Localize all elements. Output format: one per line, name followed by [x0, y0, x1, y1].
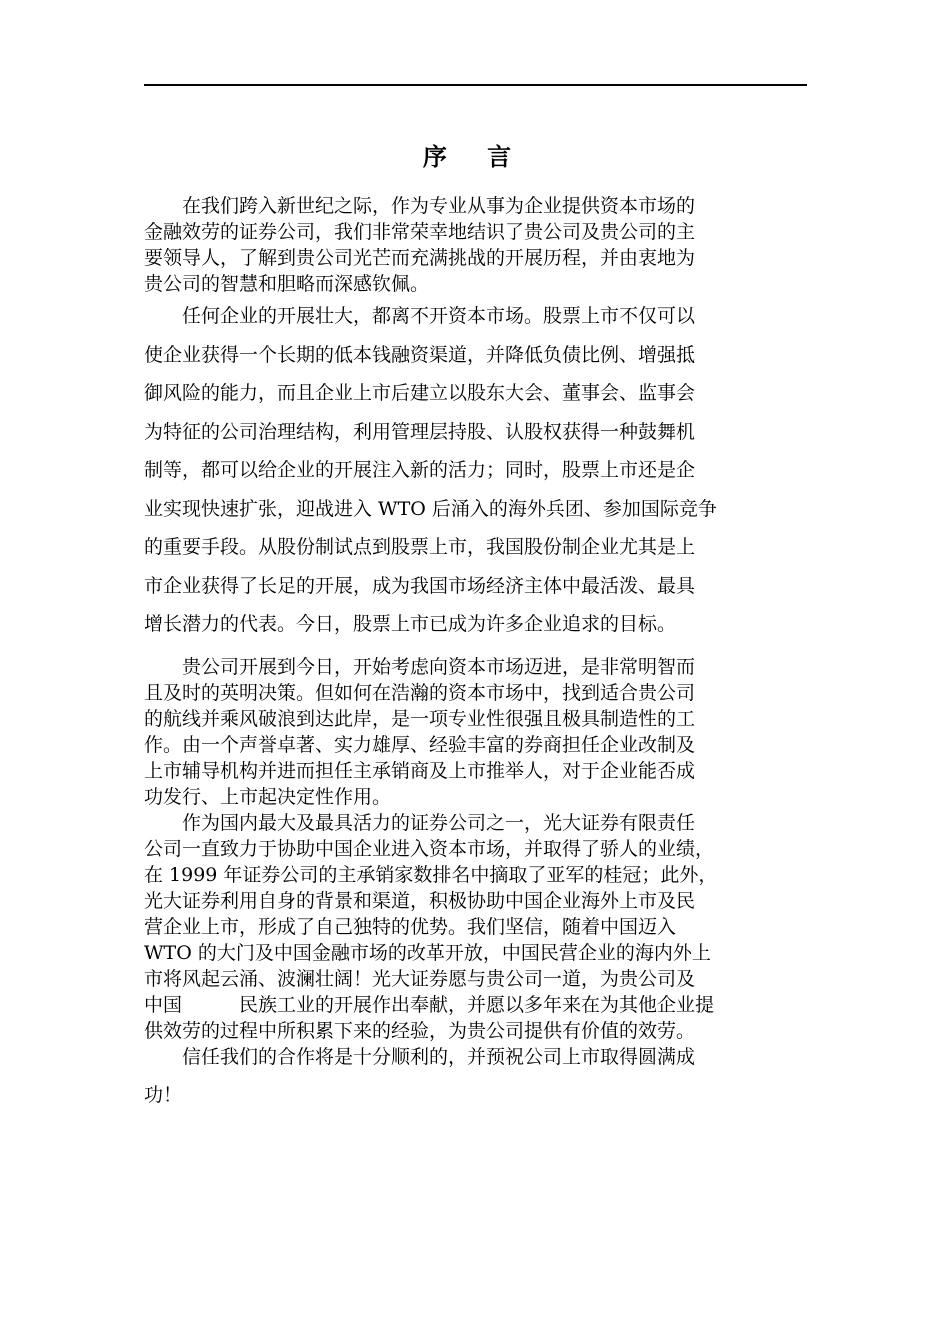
paragraph-line: 使企业获得一个长期的低本钱融资渠道，并降低负债比例、增强抵 [144, 343, 696, 366]
paragraph-line: 任何企业的开展壮大，都离不开资本市场。股票上市不仅可以 [182, 305, 696, 327]
paragraph-line: 在 1999 年证券公司的主承销家数排名中摘取了亚军的桂冠；此外， [144, 863, 718, 886]
paragraph [144, 193, 824, 297]
paragraph-line: 制等，都可以给企业的开展注入新的活力；同时，股票上市还是企 [144, 459, 696, 481]
paragraph-line: 营企业上市，形成了自己独特的优势。我们坚信，随着中国迈入 [144, 915, 677, 938]
paragraph-line: 作为国内最大及最具活力的证券公司之一，光大证券有限责任 [182, 811, 696, 834]
document-body [144, 193, 824, 1120]
paragraph-line: 的航线并乘风破浪到达此岸，是一项专业性很强且极具制造性的工 [144, 707, 696, 730]
paragraph-line: 市企业获得了长足的开展，成为我国市场经济主体中最活泼、最具 [144, 574, 696, 597]
paragraph [144, 297, 824, 644]
paragraph-line: 为特征的公司治理结构，利用管理层持股、认股权获得一种鼓舞机 [144, 420, 696, 443]
paragraph-line: 市将风起云涌、波澜壮阔！光大证券愿与贵公司一道，为贵公司及 [144, 967, 696, 990]
paragraph-line: 御风险的能力，而且企业上市后建立以股东大会、董事会、监事会 [144, 382, 696, 404]
paragraph-line: 中国 民族工业的开展作出奉献，并愿以多年来在为其他企业提 [144, 993, 715, 1016]
paragraph-line: 作。由一个声誉卓著、实力雄厚、经验丰富的券商担任企业改制及 [144, 733, 696, 756]
paragraph-line: 金融效劳的证券公司，我们非常荣幸地结识了贵公司及贵公司的主 [144, 221, 696, 243]
paragraph-line: WTO 的大门及中国金融市场的改革开放，中国民营企业的海内外上 [144, 941, 711, 964]
paragraph-line: 增长潜力的代表。今日，股票上市已成为许多企业追求的目标。 [144, 613, 677, 635]
paragraph-line: 贵公司开展到今日，开始考虑向资本市场迈进，是非常明智而 [182, 655, 696, 678]
header-rule [144, 84, 807, 86]
paragraph-line: 在我们跨入新世纪之际，作为专业从事为企业提供资本市场的 [182, 195, 696, 217]
paragraph-line: 要领导人，了解到贵公司光芒而充满挑战的开展历程，并由衷地为 [144, 247, 696, 269]
paragraph-line: 供效劳的过程中所积累下来的经验，为贵公司提供有价值的效劳。 [144, 1019, 696, 1042]
paragraph-line: 贵公司的智慧和胆略而深感钦佩。 [144, 273, 430, 295]
paragraph-line: 功发行、上市起决定性作用。 [144, 785, 392, 808]
paragraph-line: 业实现快速扩张，迎战进入 WTO 后涌入的海外兵团、参加国际竞争 [144, 497, 717, 520]
paragraph-line: 信任我们的合作将是十分顺利的，并预祝公司上市取得圆满成 [182, 1045, 696, 1068]
paragraph-line: 且及时的英明决策。但如何在浩瀚的资本市场中，找到适合贵公司 [144, 681, 696, 704]
paragraph-line: 公司一直致力于协助中国企业进入资本市场，并取得了骄人的业绩， [144, 837, 715, 860]
paragraph-line: 光大证券利用自身的背景和渠道，积极协助中国企业海外上市及民 [144, 889, 696, 912]
paragraph [144, 654, 824, 810]
paragraph-line: 功！ [144, 1083, 183, 1106]
paragraph-line: 的重要手段。从股份制试点到股票上市，我国股份制企业尤其是上 [144, 536, 696, 558]
paragraph-line: 上市辅导机构并进而担任主承销商及上市推举人，对于企业能否成 [144, 759, 696, 782]
paragraph [144, 810, 824, 1044]
paragraph-gap [144, 644, 824, 654]
page-title: 序 言 [422, 143, 528, 171]
paragraph [144, 1044, 824, 1120]
